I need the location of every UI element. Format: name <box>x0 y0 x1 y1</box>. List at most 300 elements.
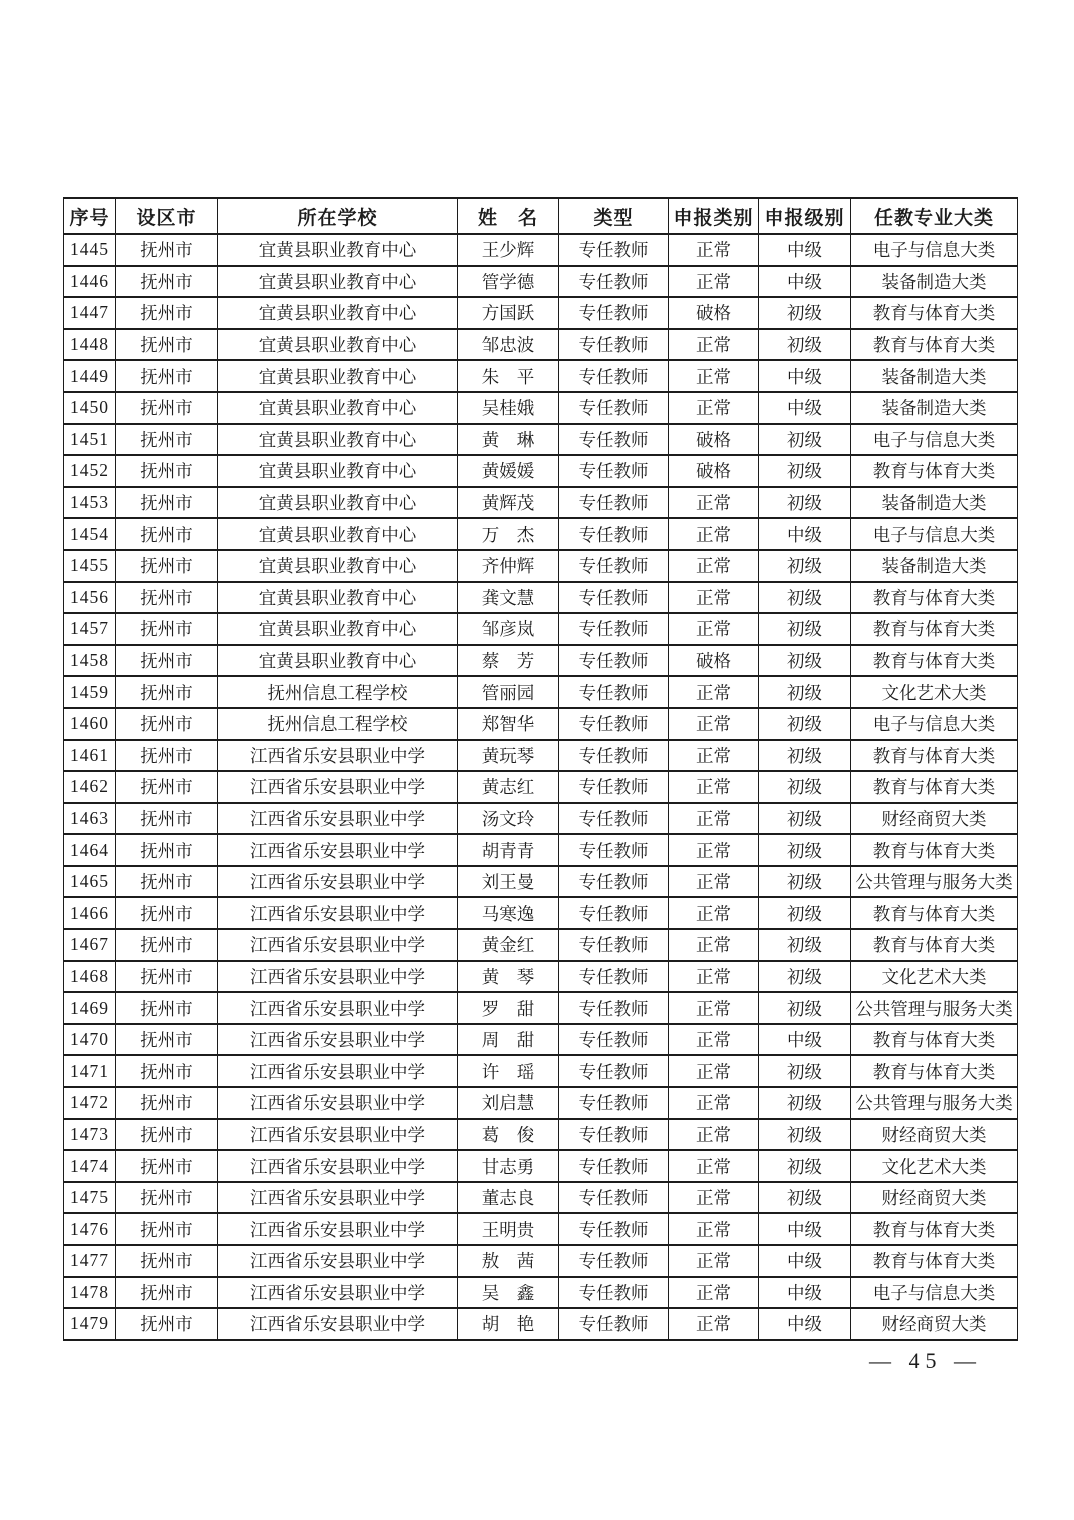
cell-serial: 1474 <box>64 1150 116 1182</box>
cell-city: 抚州市 <box>116 645 218 677</box>
cell-type: 专任教师 <box>559 1150 669 1182</box>
cell-school: 宜黄县职业教育中心 <box>218 645 458 677</box>
cell-category: 正常 <box>669 1182 759 1214</box>
cell-level: 初级 <box>759 1150 851 1182</box>
cell-major: 装备制造大类 <box>851 392 1018 424</box>
cell-school: 江西省乐安县职业中学 <box>218 834 458 866</box>
cell-city: 抚州市 <box>116 550 218 582</box>
cell-city: 抚州市 <box>116 613 218 645</box>
cell-type: 专任教师 <box>559 803 669 835</box>
cell-level: 中级 <box>759 392 851 424</box>
cell-name: 齐仲辉 <box>458 550 559 582</box>
cell-type: 专任教师 <box>559 1024 669 1056</box>
cell-name: 郑智华 <box>458 708 559 740</box>
column-header-major: 任教专业大类 <box>851 198 1018 234</box>
table-row <box>64 1277 1018 1309</box>
cell-city: 抚州市 <box>116 803 218 835</box>
cell-major: 电子与信息大类 <box>851 708 1018 740</box>
cell-school: 江西省乐安县职业中学 <box>218 961 458 993</box>
cell-school: 宜黄县职业教育中心 <box>218 550 458 582</box>
cell-category: 正常 <box>669 1024 759 1056</box>
cell-major: 教育与体育大类 <box>851 929 1018 961</box>
cell-level: 初级 <box>759 740 851 772</box>
cell-category: 正常 <box>669 234 759 266</box>
cell-city: 抚州市 <box>116 1150 218 1182</box>
table-row <box>64 1182 1018 1214</box>
cell-level: 中级 <box>759 234 851 266</box>
cell-city: 抚州市 <box>116 897 218 929</box>
cell-city: 抚州市 <box>116 487 218 519</box>
cell-name: 敖 茜 <box>458 1245 559 1277</box>
cell-type: 专任教师 <box>559 740 669 772</box>
cell-serial: 1465 <box>64 866 116 898</box>
cell-name: 胡青青 <box>458 834 559 866</box>
cell-name: 吴 鑫 <box>458 1277 559 1309</box>
cell-serial: 1449 <box>64 360 116 392</box>
cell-school: 宜黄县职业教育中心 <box>218 518 458 550</box>
cell-major: 文化艺术大类 <box>851 1150 1018 1182</box>
column-header-category: 申报类别 <box>669 198 759 234</box>
cell-type: 专任教师 <box>559 771 669 803</box>
cell-school: 江西省乐安县职业中学 <box>218 1024 458 1056</box>
cell-school: 江西省乐安县职业中学 <box>218 1087 458 1119</box>
cell-city: 抚州市 <box>116 1119 218 1151</box>
cell-category: 正常 <box>669 392 759 424</box>
cell-category: 正常 <box>669 803 759 835</box>
cell-category: 正常 <box>669 613 759 645</box>
table-row <box>64 297 1018 329</box>
cell-level: 初级 <box>759 424 851 456</box>
table-row <box>64 1087 1018 1119</box>
cell-level: 初级 <box>759 803 851 835</box>
cell-category: 正常 <box>669 1119 759 1151</box>
table-row <box>64 1150 1018 1182</box>
cell-category: 正常 <box>669 992 759 1024</box>
cell-level: 初级 <box>759 929 851 961</box>
cell-serial: 1466 <box>64 897 116 929</box>
cell-level: 中级 <box>759 1245 851 1277</box>
cell-school: 江西省乐安县职业中学 <box>218 740 458 772</box>
cell-school: 江西省乐安县职业中学 <box>218 866 458 898</box>
cell-name: 王少辉 <box>458 234 559 266</box>
cell-city: 抚州市 <box>116 740 218 772</box>
cell-level: 初级 <box>759 866 851 898</box>
cell-major: 装备制造大类 <box>851 360 1018 392</box>
page-number: — 45 — <box>869 1348 982 1373</box>
cell-category: 破格 <box>669 455 759 487</box>
cell-type: 专任教师 <box>559 1055 669 1087</box>
cell-category: 正常 <box>669 487 759 519</box>
cell-serial: 1451 <box>64 424 116 456</box>
cell-city: 抚州市 <box>116 1308 218 1340</box>
cell-category: 破格 <box>669 645 759 677</box>
cell-level: 中级 <box>759 1308 851 1340</box>
cell-major: 教育与体育大类 <box>851 1055 1018 1087</box>
cell-school: 宜黄县职业教育中心 <box>218 424 458 456</box>
header-row <box>64 198 1018 234</box>
column-header-name: 姓 名 <box>458 198 559 234</box>
cell-city: 抚州市 <box>116 424 218 456</box>
cell-type: 专任教师 <box>559 424 669 456</box>
cell-name: 黄 琳 <box>458 424 559 456</box>
cell-category: 正常 <box>669 1277 759 1309</box>
cell-major: 公共管理与服务大类 <box>851 992 1018 1024</box>
cell-type: 专任教师 <box>559 613 669 645</box>
cell-level: 中级 <box>759 518 851 550</box>
cell-major: 公共管理与服务大类 <box>851 866 1018 898</box>
cell-name: 罗 甜 <box>458 992 559 1024</box>
cell-city: 抚州市 <box>116 360 218 392</box>
cell-category: 正常 <box>669 961 759 993</box>
table-row <box>64 897 1018 929</box>
cell-school: 江西省乐安县职业中学 <box>218 929 458 961</box>
cell-major: 电子与信息大类 <box>851 234 1018 266</box>
cell-type: 专任教师 <box>559 897 669 929</box>
cell-serial: 1450 <box>64 392 116 424</box>
cell-school: 江西省乐安县职业中学 <box>218 1182 458 1214</box>
cell-major: 财经商贸大类 <box>851 1182 1018 1214</box>
cell-serial: 1455 <box>64 550 116 582</box>
cell-serial: 1458 <box>64 645 116 677</box>
cell-category: 正常 <box>669 929 759 961</box>
cell-category: 正常 <box>669 676 759 708</box>
cell-name: 吴桂娥 <box>458 392 559 424</box>
cell-level: 初级 <box>759 550 851 582</box>
cell-major: 教育与体育大类 <box>851 455 1018 487</box>
cell-category: 正常 <box>669 771 759 803</box>
cell-serial: 1456 <box>64 582 116 614</box>
cell-category: 正常 <box>669 329 759 361</box>
table-row <box>64 992 1018 1024</box>
cell-city: 抚州市 <box>116 1024 218 1056</box>
cell-level: 初级 <box>759 645 851 677</box>
cell-city: 抚州市 <box>116 708 218 740</box>
cell-major: 文化艺术大类 <box>851 961 1018 993</box>
cell-school: 江西省乐安县职业中学 <box>218 1055 458 1087</box>
cell-city: 抚州市 <box>116 1213 218 1245</box>
column-header-type: 类型 <box>559 198 669 234</box>
table-row <box>64 645 1018 677</box>
cell-category: 正常 <box>669 518 759 550</box>
cell-major: 公共管理与服务大类 <box>851 1087 1018 1119</box>
cell-name: 黄金红 <box>458 929 559 961</box>
cell-serial: 1468 <box>64 961 116 993</box>
cell-city: 抚州市 <box>116 961 218 993</box>
table-row <box>64 676 1018 708</box>
cell-school: 宜黄县职业教育中心 <box>218 360 458 392</box>
cell-category: 正常 <box>669 1308 759 1340</box>
cell-serial: 1477 <box>64 1245 116 1277</box>
cell-level: 初级 <box>759 582 851 614</box>
cell-type: 专任教师 <box>559 392 669 424</box>
cell-level: 中级 <box>759 1024 851 1056</box>
cell-serial: 1478 <box>64 1277 116 1309</box>
cell-name: 黄志红 <box>458 771 559 803</box>
cell-level: 初级 <box>759 1055 851 1087</box>
cell-city: 抚州市 <box>116 518 218 550</box>
cell-city: 抚州市 <box>116 234 218 266</box>
table-row <box>64 424 1018 456</box>
cell-major: 电子与信息大类 <box>851 1277 1018 1309</box>
cell-level: 初级 <box>759 834 851 866</box>
cell-name: 邹忠波 <box>458 329 559 361</box>
cell-major: 电子与信息大类 <box>851 518 1018 550</box>
cell-name: 黄辉茂 <box>458 487 559 519</box>
cell-serial: 1447 <box>64 297 116 329</box>
cell-serial: 1460 <box>64 708 116 740</box>
cell-school: 宜黄县职业教育中心 <box>218 487 458 519</box>
cell-school: 宜黄县职业教育中心 <box>218 582 458 614</box>
cell-type: 专任教师 <box>559 929 669 961</box>
cell-school: 抚州信息工程学校 <box>218 708 458 740</box>
cell-category: 正常 <box>669 708 759 740</box>
cell-serial: 1454 <box>64 518 116 550</box>
cell-type: 专任教师 <box>559 550 669 582</box>
cell-serial: 1453 <box>64 487 116 519</box>
cell-major: 教育与体育大类 <box>851 834 1018 866</box>
table-row <box>64 487 1018 519</box>
cell-major: 装备制造大类 <box>851 266 1018 298</box>
cell-name: 朱 平 <box>458 360 559 392</box>
cell-type: 专任教师 <box>559 360 669 392</box>
cell-level: 初级 <box>759 613 851 645</box>
column-header-school: 所在学校 <box>218 198 458 234</box>
cell-major: 教育与体育大类 <box>851 582 1018 614</box>
cell-school: 宜黄县职业教育中心 <box>218 297 458 329</box>
cell-school: 江西省乐安县职业中学 <box>218 1150 458 1182</box>
cell-major: 财经商贸大类 <box>851 803 1018 835</box>
cell-school: 宜黄县职业教育中心 <box>218 234 458 266</box>
cell-level: 初级 <box>759 708 851 740</box>
cell-city: 抚州市 <box>116 392 218 424</box>
cell-type: 专任教师 <box>559 961 669 993</box>
cell-category: 正常 <box>669 1213 759 1245</box>
cell-type: 专任教师 <box>559 1277 669 1309</box>
cell-school: 江西省乐安县职业中学 <box>218 1277 458 1309</box>
cell-name: 邹彦岚 <box>458 613 559 645</box>
cell-name: 汤文玲 <box>458 803 559 835</box>
cell-serial: 1457 <box>64 613 116 645</box>
cell-major: 财经商贸大类 <box>851 1119 1018 1151</box>
table-row <box>64 866 1018 898</box>
cell-school: 江西省乐安县职业中学 <box>218 1308 458 1340</box>
cell-name: 黄玩琴 <box>458 740 559 772</box>
cell-name: 黄 琴 <box>458 961 559 993</box>
cell-category: 正常 <box>669 550 759 582</box>
cell-name: 管学德 <box>458 266 559 298</box>
cell-category: 正常 <box>669 360 759 392</box>
cell-school: 宜黄县职业教育中心 <box>218 392 458 424</box>
cell-level: 初级 <box>759 455 851 487</box>
cell-category: 破格 <box>669 424 759 456</box>
cell-city: 抚州市 <box>116 866 218 898</box>
cell-city: 抚州市 <box>116 582 218 614</box>
cell-type: 专任教师 <box>559 1087 669 1119</box>
cell-city: 抚州市 <box>116 771 218 803</box>
table-row <box>64 1245 1018 1277</box>
cell-type: 专任教师 <box>559 297 669 329</box>
cell-school: 抚州信息工程学校 <box>218 676 458 708</box>
cell-major: 教育与体育大类 <box>851 645 1018 677</box>
cell-name: 甘志勇 <box>458 1150 559 1182</box>
cell-type: 专任教师 <box>559 1213 669 1245</box>
cell-city: 抚州市 <box>116 1055 218 1087</box>
cell-category: 正常 <box>669 1087 759 1119</box>
cell-category: 正常 <box>669 897 759 929</box>
cell-city: 抚州市 <box>116 329 218 361</box>
table-row <box>64 455 1018 487</box>
cell-city: 抚州市 <box>116 929 218 961</box>
cell-city: 抚州市 <box>116 992 218 1024</box>
cell-school: 江西省乐安县职业中学 <box>218 803 458 835</box>
table-row <box>64 1024 1018 1056</box>
table-row <box>64 1119 1018 1151</box>
cell-name: 刘王曼 <box>458 866 559 898</box>
table-row <box>64 613 1018 645</box>
cell-type: 专任教师 <box>559 1182 669 1214</box>
cell-serial: 1470 <box>64 1024 116 1056</box>
cell-major: 教育与体育大类 <box>851 613 1018 645</box>
column-header-serial: 序号 <box>64 198 116 234</box>
table-row <box>64 929 1018 961</box>
cell-category: 正常 <box>669 1245 759 1277</box>
cell-type: 专任教师 <box>559 518 669 550</box>
table-row <box>64 834 1018 866</box>
cell-level: 中级 <box>759 1213 851 1245</box>
table-row <box>64 708 1018 740</box>
cell-type: 专任教师 <box>559 1308 669 1340</box>
cell-serial: 1461 <box>64 740 116 772</box>
table-row <box>64 329 1018 361</box>
cell-school: 宜黄县职业教育中心 <box>218 266 458 298</box>
cell-name: 黄媛媛 <box>458 455 559 487</box>
cell-type: 专任教师 <box>559 582 669 614</box>
cell-school: 江西省乐安县职业中学 <box>218 897 458 929</box>
cell-serial: 1472 <box>64 1087 116 1119</box>
cell-type: 专任教师 <box>559 266 669 298</box>
cell-serial: 1445 <box>64 234 116 266</box>
cell-name: 蔡 芳 <box>458 645 559 677</box>
cell-type: 专任教师 <box>559 329 669 361</box>
cell-major: 教育与体育大类 <box>851 771 1018 803</box>
cell-type: 专任教师 <box>559 866 669 898</box>
cell-level: 初级 <box>759 992 851 1024</box>
cell-major: 教育与体育大类 <box>851 329 1018 361</box>
cell-major: 文化艺术大类 <box>851 676 1018 708</box>
cell-type: 专任教师 <box>559 834 669 866</box>
column-header-level: 申报级别 <box>759 198 851 234</box>
cell-category: 破格 <box>669 297 759 329</box>
cell-type: 专任教师 <box>559 676 669 708</box>
cell-name: 万 杰 <box>458 518 559 550</box>
cell-category: 正常 <box>669 582 759 614</box>
table-row <box>64 582 1018 614</box>
cell-name: 王明贵 <box>458 1213 559 1245</box>
cell-major: 教育与体育大类 <box>851 1213 1018 1245</box>
cell-school: 宜黄县职业教育中心 <box>218 329 458 361</box>
table-row <box>64 771 1018 803</box>
cell-city: 抚州市 <box>116 297 218 329</box>
cell-category: 正常 <box>669 266 759 298</box>
cell-city: 抚州市 <box>116 676 218 708</box>
cell-category: 正常 <box>669 1055 759 1087</box>
cell-level: 初级 <box>759 487 851 519</box>
cell-serial: 1475 <box>64 1182 116 1214</box>
table-row <box>64 360 1018 392</box>
cell-type: 专任教师 <box>559 455 669 487</box>
cell-name: 董志良 <box>458 1182 559 1214</box>
table-row <box>64 803 1018 835</box>
table-row <box>64 550 1018 582</box>
cell-category: 正常 <box>669 866 759 898</box>
cell-serial: 1467 <box>64 929 116 961</box>
cell-city: 抚州市 <box>116 1182 218 1214</box>
cell-level: 初级 <box>759 1119 851 1151</box>
table-row <box>64 266 1018 298</box>
cell-serial: 1471 <box>64 1055 116 1087</box>
cell-serial: 1463 <box>64 803 116 835</box>
cell-city: 抚州市 <box>116 1277 218 1309</box>
cell-school: 江西省乐安县职业中学 <box>218 771 458 803</box>
cell-type: 专任教师 <box>559 708 669 740</box>
cell-major: 装备制造大类 <box>851 487 1018 519</box>
cell-serial: 1462 <box>64 771 116 803</box>
cell-name: 方国跃 <box>458 297 559 329</box>
cell-name: 葛 俊 <box>458 1119 559 1151</box>
cell-school: 江西省乐安县职业中学 <box>218 1245 458 1277</box>
cell-name: 许 瑶 <box>458 1055 559 1087</box>
cell-name: 刘启慧 <box>458 1087 559 1119</box>
table-row <box>64 740 1018 772</box>
table-row <box>64 234 1018 266</box>
table-row <box>64 518 1018 550</box>
cell-name: 马寒逸 <box>458 897 559 929</box>
cell-major: 装备制造大类 <box>851 550 1018 582</box>
cell-serial: 1464 <box>64 834 116 866</box>
cell-level: 初级 <box>759 961 851 993</box>
cell-level: 初级 <box>759 771 851 803</box>
cell-level: 中级 <box>759 360 851 392</box>
table-body <box>64 234 1018 1340</box>
teacher-roster-table <box>63 197 1018 1341</box>
cell-category: 正常 <box>669 1150 759 1182</box>
cell-level: 初级 <box>759 297 851 329</box>
cell-level: 初级 <box>759 1182 851 1214</box>
cell-level: 初级 <box>759 897 851 929</box>
cell-serial: 1446 <box>64 266 116 298</box>
cell-name: 管丽园 <box>458 676 559 708</box>
cell-serial: 1479 <box>64 1308 116 1340</box>
cell-major: 教育与体育大类 <box>851 740 1018 772</box>
cell-level: 中级 <box>759 266 851 298</box>
cell-type: 专任教师 <box>559 1119 669 1151</box>
cell-major: 电子与信息大类 <box>851 424 1018 456</box>
cell-school: 江西省乐安县职业中学 <box>218 1119 458 1151</box>
cell-major: 财经商贸大类 <box>851 1308 1018 1340</box>
cell-level: 初级 <box>759 329 851 361</box>
cell-type: 专任教师 <box>559 1245 669 1277</box>
cell-type: 专任教师 <box>559 992 669 1024</box>
cell-city: 抚州市 <box>116 266 218 298</box>
cell-major: 教育与体育大类 <box>851 1024 1018 1056</box>
table-header <box>64 198 1018 234</box>
cell-type: 专任教师 <box>559 234 669 266</box>
cell-serial: 1448 <box>64 329 116 361</box>
cell-serial: 1469 <box>64 992 116 1024</box>
cell-school: 宜黄县职业教育中心 <box>218 613 458 645</box>
cell-name: 周 甜 <box>458 1024 559 1056</box>
cell-name: 龚文慧 <box>458 582 559 614</box>
